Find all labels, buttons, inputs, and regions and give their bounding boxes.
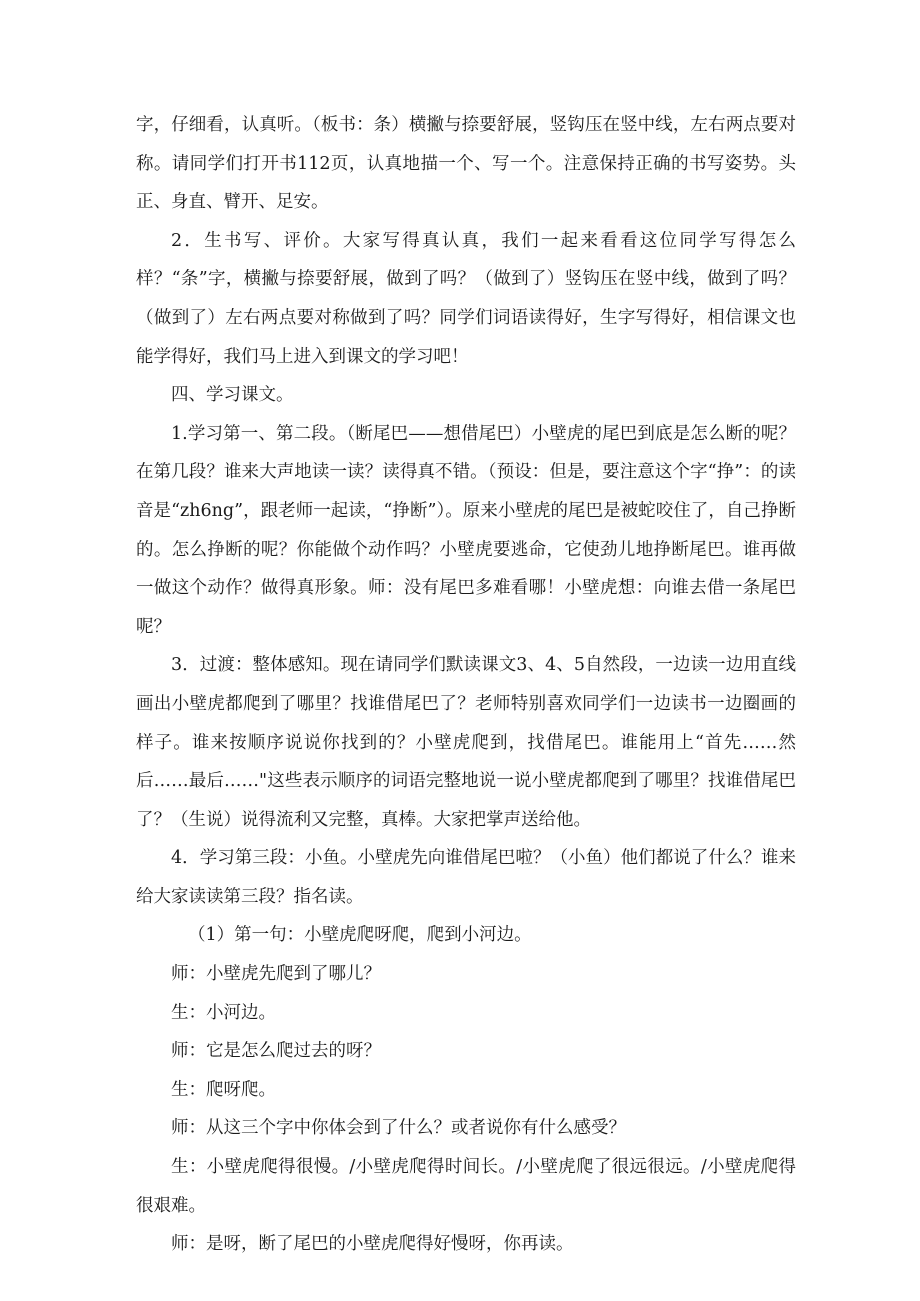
dialogue-line: 师：它是怎么爬过去的呀？	[171, 1041, 381, 1062]
dialogue-line: 生：小河边。	[171, 1002, 276, 1023]
paragraph: 1.学习第一、第二段。（断尾巴——想借尾巴）小壁虎的尾巴到底是怎么断的呢？在第几段？谁来大声地读一读？读得真不错。（预设：但是，要注意这个字“挣”：的读音是“zh6ng”，跟老师一起读，“挣断”）。原来小壁虎的尾巴是被蛇咬住了，自己挣断的。怎么挣断的呢？你能做个动作吗？小壁虎要逃命，它使劲儿地挣断尾巴。谁再做一做这个动作？做得真形象。师：没有尾巴多难看哪！小壁虎想：向谁去借一条尾巴呢？	[136, 423, 796, 637]
paragraph: 4．学习第三段：小鱼。小壁虎先向谁借尾巴啦？（小鱼）他们都说了什么？谁来给大家读读第三段？指名读。	[136, 848, 796, 907]
sub-item: （1）第一句：小壁虎爬呀爬，爬到小河边。	[188, 925, 532, 946]
document-body	[136, 106, 796, 1264]
dialogue-line: 师：从这三个字中你体会到了什么？或者说你有什么感受？	[171, 1118, 626, 1139]
section-heading: 四、学习课文。	[171, 385, 294, 406]
dialogue-line: 生：爬呀爬。	[171, 1079, 276, 1100]
paragraph: 字，仔细看，认真听。（板书：条）横撇与捺要舒展，竖钩压在竖中线，左右两点要对称。请同学们打开书112页，认真地描一个、写一个。注意保持正确的书写姿势。头正、身直、臂开、足安。	[136, 115, 796, 213]
dialogue-line: 生：小壁虎爬得很慢。/小壁虎爬得时间长。/小壁虎爬了很远很远。/小壁虎爬得很艰难。	[136, 1157, 796, 1216]
paragraph: 2．生书写、评价。大家写得真认真，我们一起来看看这位同学写得怎么样？“条”字，横撇与捺要舒展，做到了吗？（做到了）竖钩压在竖中线，做到了吗？（做到了）左右两点要对称做到了吗？同学们词语读得好，生字写得好，相信课文也能学得好，我们马上进入到课文的学习吧！	[136, 230, 796, 367]
dialogue-line: 师：小壁虎先爬到了哪儿？	[171, 964, 381, 985]
dialogue-line: 师：是呀，断了尾巴的小壁虎爬得好慢呀，你再读。	[171, 1234, 574, 1255]
paragraph: 3．过渡：整体感知。现在请同学们默读课文3、4、5自然段，一边读一边用直线画出小壁虎都爬到了哪里？找谁借尾巴了？老师特别喜欢同学们一边读书一边圈画的样子。谁来按顺序说说你找到的？小壁虎爬到，找借尾巴。谁能用上“首先……然后……最后……"这些表示顺序的词语完整地说一说小壁虎都爬到了哪里？找谁借尾巴了？（生说）说得流利又完整，真棒。大家把掌声送给他。	[136, 655, 796, 830]
